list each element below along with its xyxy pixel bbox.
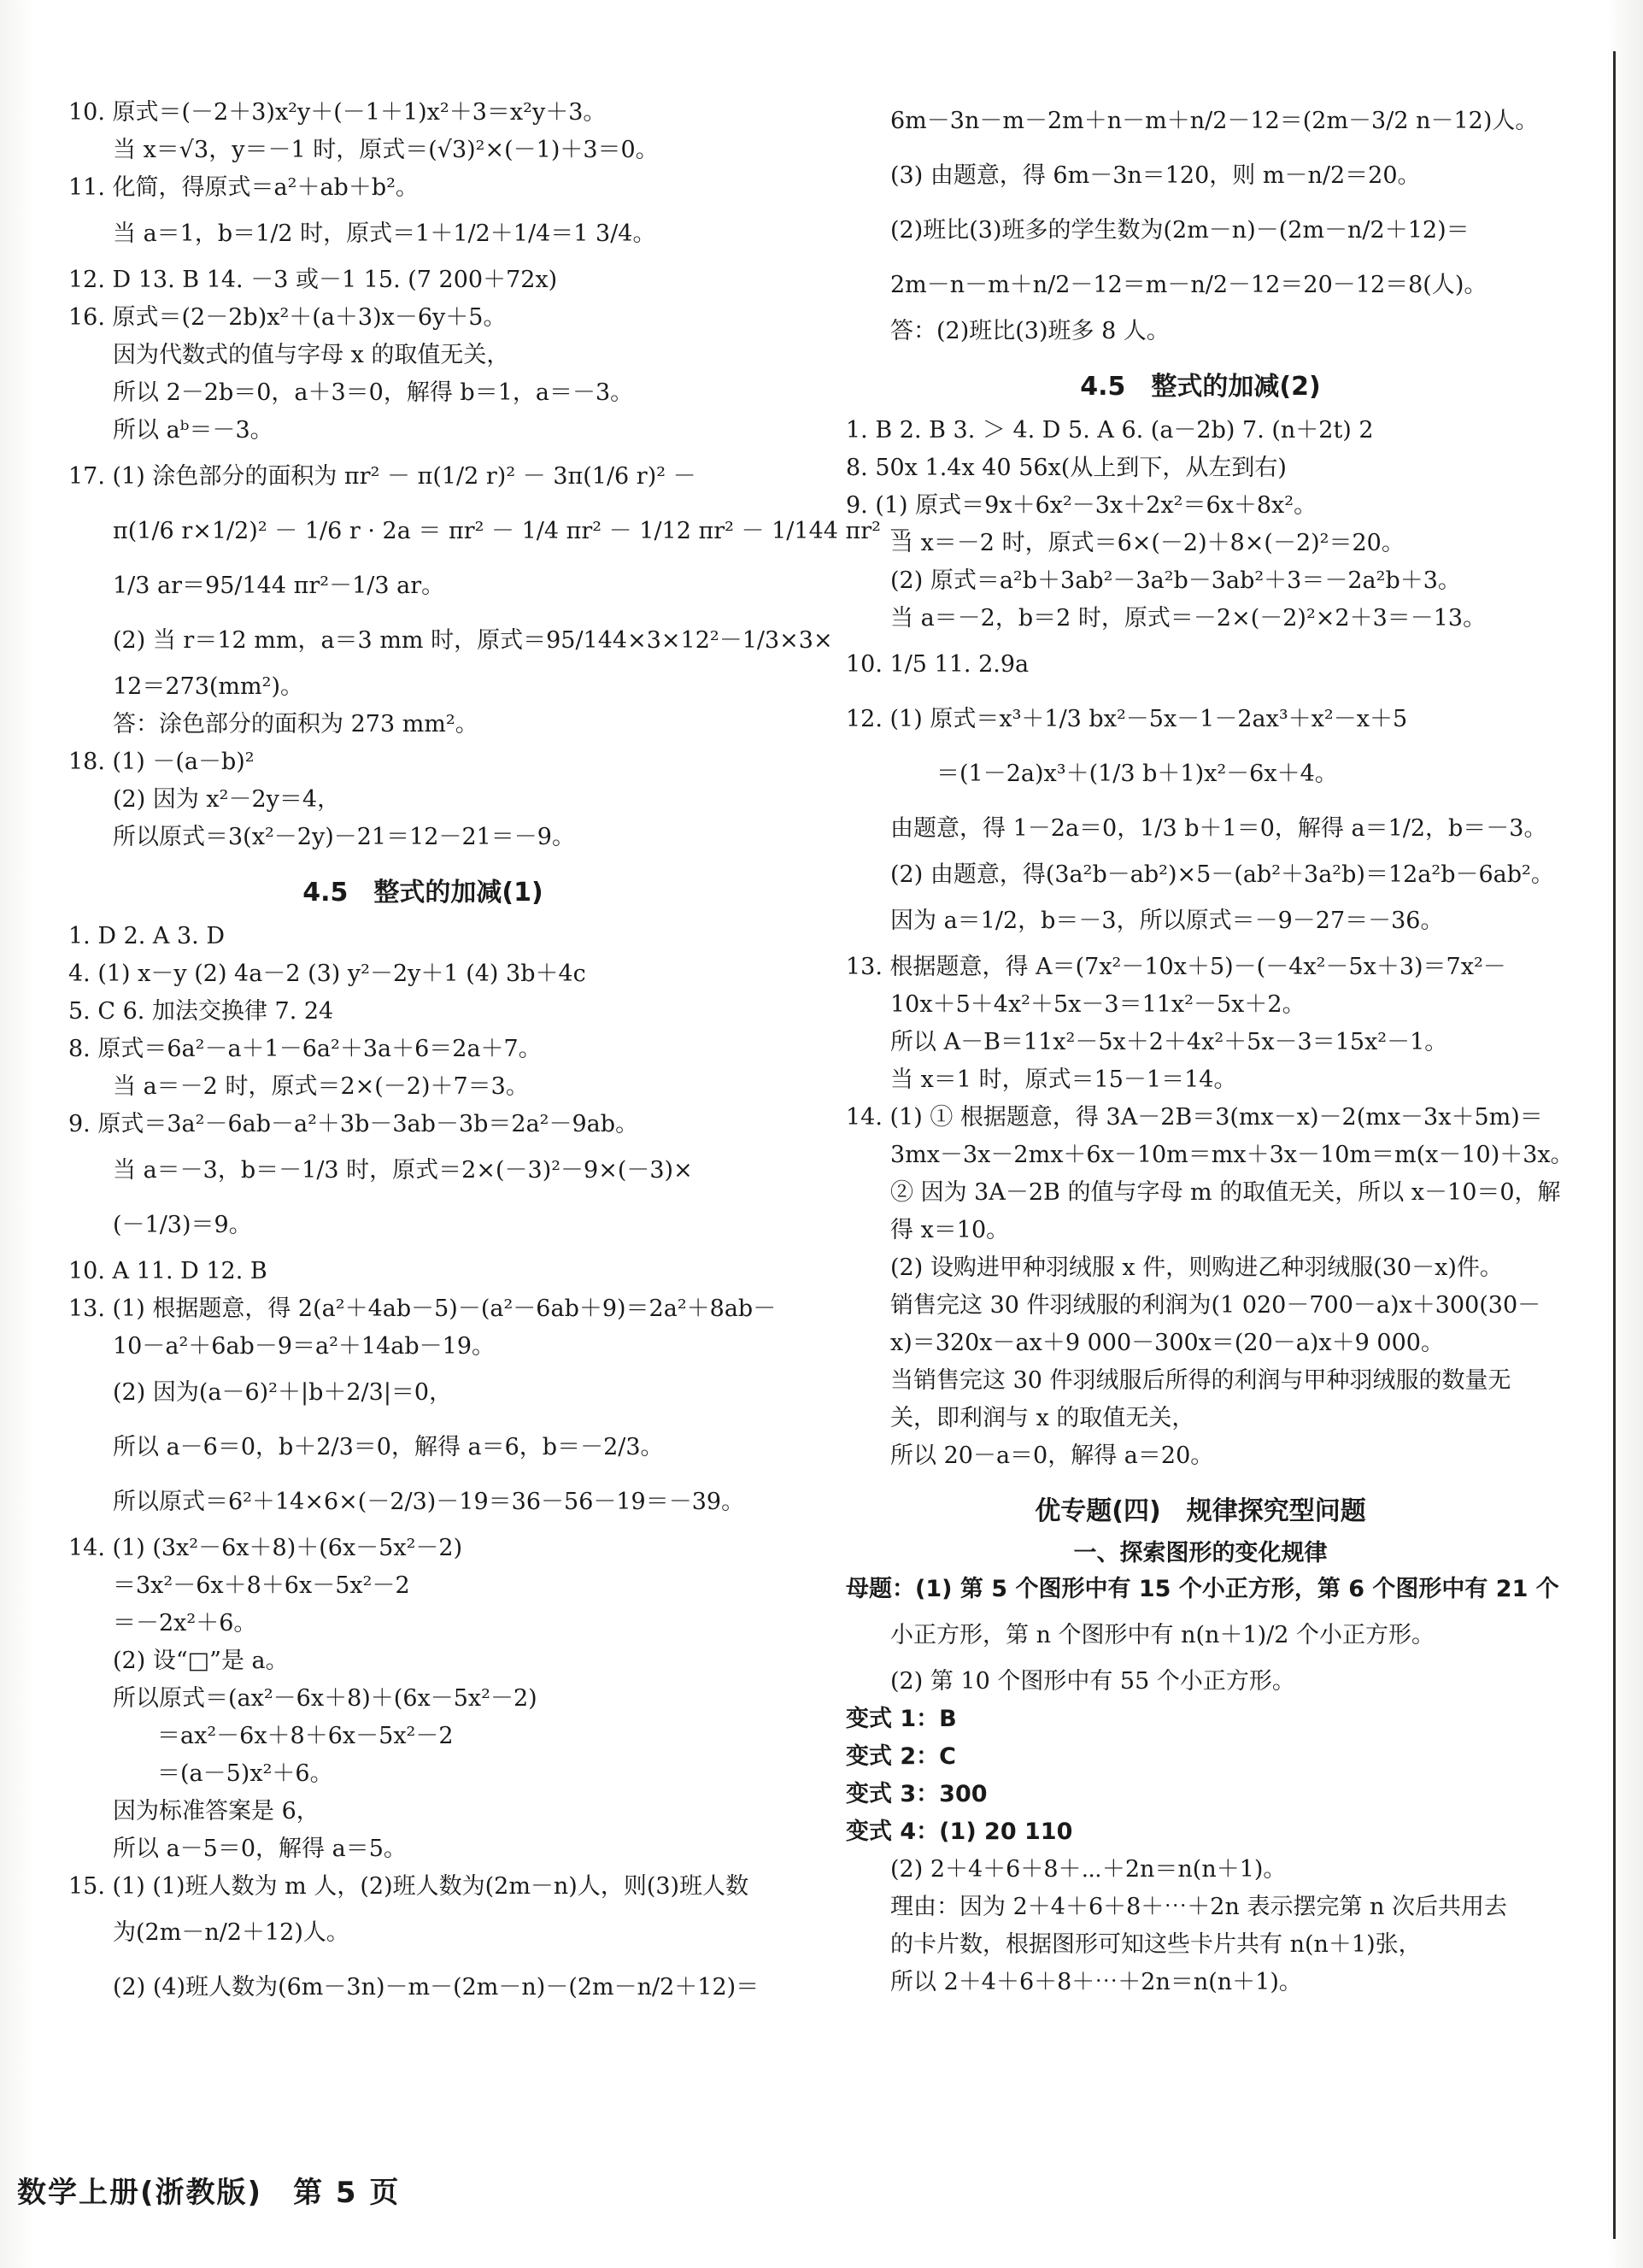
answer-line: 4. (1) x－y (2) 4a－2 (3) y²－2y＋1 (4) 3b＋4c bbox=[68, 961, 586, 987]
answer-line: 13. (1) 根据题意，得 2(a²＋4ab－5)－(a²－6ab＋9)＝2a²＋8ab－ bbox=[68, 1296, 777, 1322]
answer-continuation: 当 x＝－2 时，原式＝6×(－2)＋8×(－2)²＝20。 bbox=[890, 530, 1405, 556]
answer-line: 17. (1) 涂色部分的面积为 πr² － π(1/2 r)² － 3π(1/6 r)² － bbox=[68, 463, 696, 490]
answer-continuation: 所以 2－2b＝0，a＋3＝0，解得 b＝1，a＝－3。 bbox=[113, 379, 634, 406]
answer-continuation: 3mx－3x－2mx＋6x－10m＝mx＋3x－10m＝m(x－10)＋3x。 bbox=[890, 1142, 1574, 1168]
answer-continuation: 10x＋5＋4x²＋5x－3＝11x²－5x＋2。 bbox=[890, 991, 1306, 1018]
answer-continuation: ＝(a－5)x²＋6。 bbox=[157, 1760, 333, 1787]
answer-line: 9. 原式＝3a²－6ab－a²＋3b－3ab－3b＝2a²－9ab。 bbox=[68, 1111, 639, 1137]
answer-continuation: 所以原式＝6²＋14×6×(－2/3)－19＝36－56－19＝－39。 bbox=[113, 1489, 745, 1515]
answer-continuation: ＝－2x²＋6。 bbox=[113, 1610, 257, 1636]
answer-continuation: 当 x＝√3，y＝－1 时，原式＝(√3)²×(－1)＋3＝0。 bbox=[113, 137, 659, 163]
answer-line: 11. 化简，得原式＝a²＋ab＋b²。 bbox=[68, 174, 419, 201]
answer-continuation: 当 a＝－3，b＝－1/3 时，原式＝2×(－3)²－9×(－3)× bbox=[113, 1157, 693, 1184]
answer-line: 1. B 2. B 3. ＞ 4. D 5. A 6. (a－2b) 7. (n＋2t) 2 bbox=[846, 417, 1374, 444]
section-title: 4.5 整式的加减(1) bbox=[302, 878, 543, 908]
answer-line: 12. (1) 原式＝x³＋1/3 bx²－5x－1－2ax³＋x²－x＋5 bbox=[846, 706, 1408, 732]
answer-continuation: 小正方形，第 n 个图形中有 n(n＋1)/2 个小正方形。 bbox=[890, 1622, 1435, 1648]
answer-continuation: (2)班比(3)班多的学生数为(2m－n)－(2m－n/2＋12)＝ bbox=[890, 217, 1470, 244]
subsection-title: 一、探索图形的变化规律 bbox=[1073, 1540, 1328, 1566]
answer-continuation: 当 a＝1，b＝1/2 时，原式＝1＋1/2＋1/4＝1 3/4。 bbox=[113, 220, 656, 247]
answer-continuation: 理由：因为 2＋4＋6＋8＋⋯＋2n 表示摆完第 n 次后共用去 bbox=[890, 1894, 1507, 1920]
answer-line: 10. A 11. D 12. B bbox=[68, 1258, 267, 1284]
answer-continuation: ＝ax²－6x＋8＋6x－5x²－2 bbox=[157, 1723, 454, 1749]
answer-line: 8. 原式＝6a²－a＋1－6a²＋3a＋6＝2a＋7。 bbox=[68, 1036, 542, 1062]
answer-line: 10. 原式＝(－2＋3)x²y＋(－1＋1)x²＋3＝x²y＋3。 bbox=[68, 99, 607, 126]
section-title: 4.5 整式的加减(2) bbox=[1080, 372, 1321, 402]
answer-continuation: (3) 由题意，得 6m－3n＝120，则 m－n/2＝20。 bbox=[890, 162, 1421, 189]
answer-continuation: 所以 a－5＝0，解得 a＝5。 bbox=[113, 1836, 407, 1862]
answer-continuation: 所以 a－6＝0，b＋2/3＝0，解得 a＝6，b＝－2/3。 bbox=[113, 1434, 664, 1460]
answer-continuation: 2m－n－m＋n/2－12＝m－n/2－12＝20－12＝8(人)。 bbox=[890, 272, 1488, 298]
answer-continuation: 12＝273(mm²)。 bbox=[113, 673, 303, 700]
section-title: 优专题(四) 规律探究型问题 bbox=[1035, 1496, 1366, 1526]
answer-continuation: x)＝320x－ax＋9 000－300x＝(20－a)x＋9 000。 bbox=[890, 1330, 1444, 1356]
answer-continuation: 所以 20－a＝0，解得 a＝20。 bbox=[890, 1442, 1214, 1469]
variant-line: 变式 3：300 bbox=[846, 1781, 988, 1807]
answer-continuation: 当销售完这 30 件羽绒服后所得的利润与甲种羽绒服的数量无 bbox=[890, 1367, 1511, 1394]
answer-continuation: (2) 设“□”是 a。 bbox=[113, 1648, 289, 1674]
answer-continuation: 当 x＝1 时，原式＝15－1＝14。 bbox=[890, 1066, 1237, 1093]
answer-continuation: (2) 由题意，得(3a²b－ab²)×5－(ab²＋3a²b)＝12a²b－6ab²。 bbox=[890, 861, 1554, 888]
answer-line: 15. (1) (1)班人数为 m 人，(2)班人数为(2m－n)人，则(3)班人数 bbox=[68, 1873, 749, 1900]
answer-line: 14. (1) ① 根据题意，得 3A－2B＝3(mx－x)－2(mx－3x＋5m)＝ bbox=[846, 1104, 1543, 1131]
answer-continuation: π(1/6 r×1/2)² － 1/6 r · 2a ＝ πr² － 1/4 πr² － 1/12 πr² － 1/144 πr² － bbox=[113, 518, 912, 544]
answer-continuation: 6m－3n－m－2m＋n－m＋n/2－12＝(2m－3/2 n－12)人。 bbox=[890, 108, 1539, 134]
answer-continuation: 所以 2＋4＋6＋8＋⋯＋2n＝n(n＋1)。 bbox=[890, 1969, 1302, 1995]
answer-line: 13. 根据题意，得 A＝(7x²－10x＋5)－(－4x²－5x＋3)＝7x²－ bbox=[846, 954, 1506, 980]
variant-line: 变式 1：B bbox=[846, 1706, 957, 1732]
answer-continuation: 1/3 ar＝95/144 πr²－1/3 ar。 bbox=[113, 573, 445, 599]
variant-line: 母题：(1) 第 5 个图形中有 15 个小正方形，第 6 个图形中有 21 个 bbox=[846, 1576, 1559, 1602]
answer-continuation: 销售完这 30 件羽绒服的利润为(1 020－700－a)x＋300(30－ bbox=[890, 1292, 1541, 1319]
answer-continuation: 的卡片数，根据图形可知这些卡片共有 n(n＋1)张， bbox=[890, 1931, 1422, 1958]
answer-continuation: 因为标准答案是 6， bbox=[113, 1798, 320, 1824]
answer-line: 10. 1/5 11. 2.9a bbox=[846, 651, 1030, 678]
answer-continuation: 因为代数式的值与字母 x 的取值无关， bbox=[113, 342, 510, 368]
answer-continuation: (2) 因为 x²－2y＝4， bbox=[113, 786, 341, 813]
answer-continuation: 答：(2)班比(3)班多 8 人。 bbox=[890, 318, 1170, 344]
answer-continuation: 当 a＝－2 时，原式＝2×(－2)＋7＝3。 bbox=[113, 1073, 529, 1100]
answer-continuation: 所以原式＝3(x²－2y)－21＝12－21＝－9。 bbox=[113, 824, 575, 850]
page-footer: 数学上册(浙教版) 第 5 页 bbox=[17, 2176, 401, 2210]
answer-continuation: 10－a²＋6ab－9＝a²＋14ab－19。 bbox=[113, 1333, 496, 1360]
answer-line: 5. C 6. 加法交换律 7. 24 bbox=[68, 998, 334, 1025]
answer-line: 1. D 2. A 3. D bbox=[68, 923, 225, 949]
answer-line: 18. (1) －(a－b)² bbox=[68, 749, 255, 775]
page-edge-rule bbox=[1613, 51, 1616, 2239]
answer-continuation: 所以原式＝(ax²－6x＋8)＋(6x－5x²－2) bbox=[113, 1685, 537, 1712]
answer-continuation: (2) 因为(a－6)²＋|b＋2/3|＝0， bbox=[113, 1379, 453, 1406]
answer-continuation: (2) 第 10 个图形中有 55 个小正方形。 bbox=[890, 1668, 1295, 1695]
answer-line: 8. 50x 1.4x 40 56x(从上到下，从左到右) bbox=[846, 455, 1287, 481]
answer-continuation: ＝3x²－6x＋8＋6x－5x²－2 bbox=[113, 1572, 410, 1599]
answer-continuation: 所以 A－B＝11x²－5x＋2＋4x²＋5x－3＝15x²－1。 bbox=[890, 1029, 1448, 1055]
answer-continuation: (－1/3)＝9。 bbox=[113, 1212, 252, 1238]
answer-continuation: (2) (4)班人数为(6m－3n)－m－(2m－n)－(2m－n/2＋12)＝ bbox=[113, 1974, 760, 2001]
answer-continuation: ② 因为 3A－2B 的值与字母 m 的取值无关，所以 x－10＝0，解 bbox=[890, 1179, 1561, 1206]
answer-continuation: (2) 原式＝a²b＋3ab²－3a²b－3ab²＋3＝－2a²b＋3。 bbox=[890, 567, 1461, 594]
right-column bbox=[846, 94, 1574, 2001]
answer-line: 16. 原式＝(2－2b)x²＋(a＋3)x－6y＋5。 bbox=[68, 304, 507, 331]
answer-continuation: 为(2m－n/2＋12)人。 bbox=[113, 1919, 349, 1946]
answer-line: 12. D 13. B 14. －3 或－1 15. (7 200＋72x) bbox=[68, 267, 558, 293]
answer-continuation: 因为 a＝1/2，b＝－3，所以原式＝－9－27＝－36。 bbox=[890, 908, 1444, 934]
answer-continuation: ＝(1－2a)x³＋(1/3 b＋1)x²－6x＋4。 bbox=[890, 761, 1338, 787]
answer-continuation: 答：涂色部分的面积为 273 mm²。 bbox=[113, 711, 478, 737]
answer-line: 14. (1) (3x²－6x＋8)＋(6x－5x²－2) bbox=[68, 1535, 463, 1561]
answer-continuation: 当 a＝－2，b＝2 时，原式＝－2×(－2)²×2＋3＝－13。 bbox=[890, 605, 1487, 632]
answer-line: 9. (1) 原式＝9x＋6x²－3x＋2x²＝6x＋8x²。 bbox=[846, 492, 1317, 519]
answer-continuation: (2) 当 r＝12 mm，a＝3 mm 时，原式＝95/144×3×12²－1/3×3× bbox=[113, 627, 833, 654]
variant-line: 变式 2：C bbox=[846, 1743, 957, 1770]
variant-line: 变式 4：(1) 20 110 bbox=[846, 1819, 1073, 1845]
answer-continuation: 关，即利润与 x 的取值无关， bbox=[890, 1405, 1195, 1431]
answer-continuation: (2) 设购进甲种羽绒服 x 件，则购进乙种羽绒服(30－x)件。 bbox=[890, 1254, 1503, 1281]
answer-continuation: 得 x＝10。 bbox=[890, 1217, 1010, 1243]
answer-continuation: 所以 aᵇ＝－3。 bbox=[113, 417, 273, 444]
answer-continuation: (2) 2＋4＋6＋8＋⋯＋2n＝n(n＋1)。 bbox=[890, 1856, 1287, 1883]
answer-continuation: 由题意，得 1－2a＝0，1/3 b＋1＝0，解得 a＝1/2，b＝－3。 bbox=[890, 815, 1547, 842]
